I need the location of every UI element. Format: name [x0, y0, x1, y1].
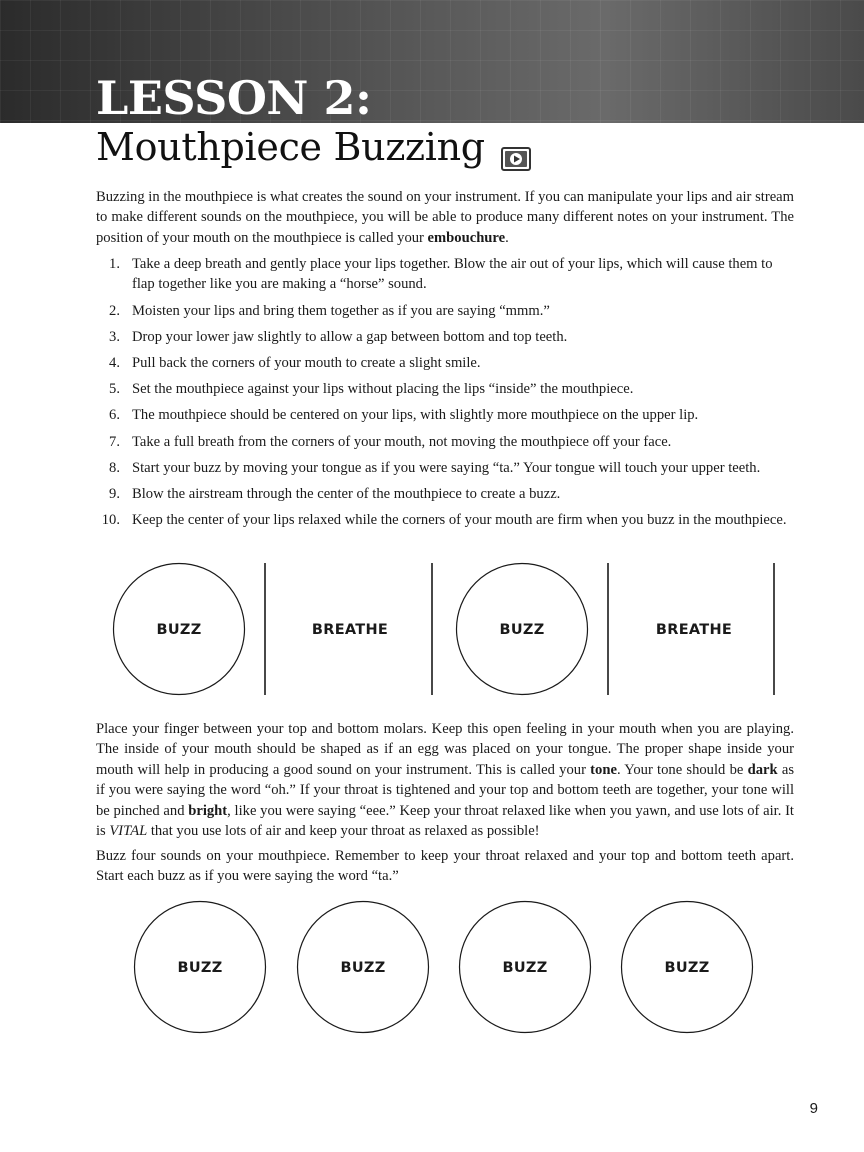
step-number: 1.: [109, 256, 120, 272]
buzz-label: BUZZ: [502, 960, 548, 976]
intro-text: Buzzing in the mouthpiece is what creates the sound on your instrument. If you can manipulate your lips and air stream to make different sounds on the mouthpiece, you will be able to produce many different notes on your instrument. The position of your mouth on the mouthpiece is called your: [96, 189, 794, 246]
play-video-icon[interactable]: [501, 135, 531, 159]
step-text: Pull back the corners of your mouth to create a slight smile.: [132, 355, 481, 372]
buzz-label: BUZZ: [156, 622, 202, 638]
tone-text-5: that you use lots of air and keep your throat as relaxed as possible!: [147, 823, 540, 840]
step-text: Blow the airstream through the center of the mouthpiece to create a buzz.: [132, 486, 561, 503]
step-number: 9.: [109, 486, 120, 503]
step-item: [96, 510, 794, 530]
step-text: Drop your lower jaw slightly to allow a gap between bottom and top teeth.: [132, 328, 568, 345]
tone-text-3: as if you were saying the word “oh.” If your throat is tightened and your top and bottom teeth are together, your tone will be pinched and: [96, 761, 795, 819]
buzz-label: BUZZ: [664, 960, 710, 976]
step-number: 4.: [109, 355, 120, 372]
buzz-label: BUZZ: [340, 960, 386, 976]
tone-paragraph: [96, 719, 794, 841]
intro-paragraph: [96, 187, 794, 248]
bright-term: bright: [188, 802, 228, 819]
step-text: Take a deep breath and gently place your lips together. Blow the air out of your lips, which will cause them to flap together like you are making a “horse” sound.: [132, 256, 773, 293]
step-item: [96, 405, 794, 425]
step-item: [96, 327, 794, 347]
step-item: [96, 353, 794, 373]
buzz-breathe-diagram: [100, 558, 790, 700]
step-item: [96, 484, 794, 504]
step-item: [96, 432, 794, 452]
breathe-label: BREATHE: [655, 622, 733, 638]
buzz-label: BUZZ: [177, 960, 223, 976]
step-text: Take a full breath from the corners of your mouth, not moving the mouthpiece off your face.: [132, 433, 672, 450]
page-number: 9: [809, 1100, 818, 1117]
page-title: [96, 124, 531, 170]
step-item: [96, 254, 794, 295]
step-text: The mouthpiece should be centered on your lips, with slightly more mouthpiece on the upper lip.: [132, 407, 699, 424]
tone-text-4: , like you were saying “eee.” Keep your throat relaxed like when you yawn, and use lots of air. It is: [96, 802, 794, 840]
buzz-label: BUZZ: [499, 622, 545, 638]
step-item: [96, 458, 794, 478]
step-number: 5.: [109, 381, 120, 398]
step-text: Set the mouthpiece against your lips without placing the lips “inside” the mouthpiece.: [132, 381, 634, 398]
buzz-instructions-paragraph: Buzz four sounds on your mouthpiece. Remember to keep your throat relaxed and your top and bottom teeth apart. Start each buzz as if you were saying the word “ta.”: [96, 848, 794, 885]
four-buzz-diagram: [120, 898, 770, 1038]
step-number: 6.: [109, 407, 120, 424]
tone-term: tone: [590, 761, 617, 778]
dark-term: dark: [747, 761, 778, 778]
step-text: Start your buzz by moving your tongue as if you were saying “ta.” Your tongue will touch your upper teeth.: [132, 459, 761, 476]
step-number: 3.: [109, 328, 120, 345]
embouchure-term: embouchure: [427, 229, 506, 246]
step-number: 8.: [109, 459, 120, 476]
page-title-text: Mouthpiece Buzzing: [96, 125, 485, 169]
tone-text-2: . Your tone should be: [616, 761, 748, 778]
intro-end: .: [505, 229, 509, 246]
step-number: 7.: [109, 433, 120, 450]
lesson-label: LESSON 2:: [96, 71, 372, 125]
step-text: Moisten your lips and bring them together as if you are saying “mmm.”: [132, 302, 550, 319]
step-number: 2.: [109, 302, 120, 319]
vital-term: VITAL: [109, 823, 148, 840]
steps-list: [96, 254, 794, 536]
step-item: [96, 379, 794, 399]
tone-text-1: Place your finger between your top and bottom molars. Keep this open feeling in your mouth when you are playing. The inside of your mouth should be shaped as if an egg was placed on your tongue. The proper shape inside your mouth will help in producing a good sound on your instrument. This is called your: [96, 721, 794, 778]
step-number: 10.: [101, 512, 120, 529]
step-item: [96, 301, 794, 321]
breathe-label: BREATHE: [311, 622, 389, 638]
step-text: Keep the center of your lips relaxed while the corners of your mouth are firm when you buzz in the mouthpiece.: [132, 512, 787, 529]
